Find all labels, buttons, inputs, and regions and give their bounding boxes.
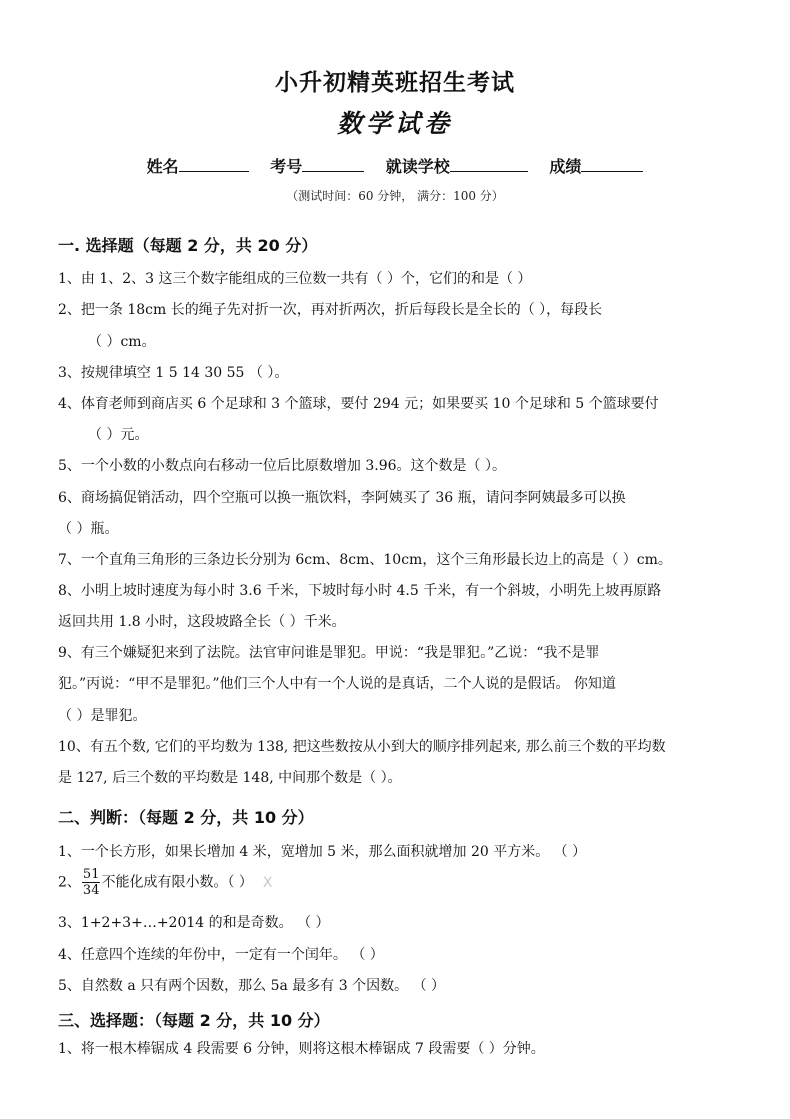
school-blank[interactable] [450, 157, 528, 172]
question-line: 2、把一条 18cm 长的绳子先对折一次，再对折两次，折后每段长是全长的（ ），每段长 [58, 302, 603, 318]
question-line: 是 127, 后三个数的平均数是 148, 中间那个数是（ ）。 [58, 770, 402, 786]
question-line: 3、按规律填空 1 5 14 30 55 （ ）。 [58, 365, 289, 381]
school-label: 就读学校 [385, 157, 450, 176]
exam-title: 小升初精英班招生考试 [275, 70, 515, 96]
judge-question-5: 5、自然数 a 只有两个因数，那么 5a 最多有 3 个因数。 （ ） [58, 978, 446, 994]
question-line: 8、小明上坡时速度为每小时 3.6 千米，下坡时每小时 4.5 千米，有一个斜坡，小明先上坡再原路 [58, 583, 662, 599]
judge-question-3: 3、1+2+3+…+2014 的和是奇数。 （ ） [58, 915, 330, 931]
judge-question-1: 1、一个长方形，如果长增加 4 米，宽增加 5 米，那么面积就增加 20 平方米。 （ ） [58, 844, 587, 860]
judge-question-2-text: 不能化成有限小数。（ ） [101, 874, 253, 891]
name-blank[interactable] [179, 157, 249, 172]
x-mark: X [262, 874, 273, 891]
question-line: 返回共用 1.8 小时，这段坡路全长（ ）千米。 [58, 614, 346, 630]
question-line: 9、有三个嫌疑犯来到了法院。法官审问谁是罪犯。甲说：“我是罪犯。”乙说：“我不是罪 [58, 645, 600, 661]
question-line: （ ）瓶。 [58, 521, 119, 537]
question-line: 犯。”丙说：“甲不是罪犯。”他们三个人中有一个人说的是真话，二个人说的是假话。 你知道 [58, 676, 616, 692]
section-3-heading: 三、选择题：（每题 2 分，共 10 分） [58, 1011, 330, 1030]
question-line: 10、有五个数, 它们的平均数为 138, 把这些数按从小到大的顺序排列起来, 那么前三个数的平均数 [58, 739, 666, 755]
exam-subtitle: 数学试卷 [336, 109, 453, 138]
question-line: （ ）元。 [88, 427, 149, 443]
name-label: 姓名 [146, 157, 179, 176]
question-line: 4、体育老师到商店买 6 个足球和 3 个篮球，要付 294 元；如果要买 10 个足球和 5 个篮球要付 [58, 396, 659, 412]
exam-number-label: 考号 [270, 157, 303, 176]
question-line: （ ）cm。 [88, 334, 156, 350]
question-line: （ ）是罪犯。 [58, 708, 147, 724]
fraction-denominator: 34 [82, 883, 100, 898]
name-field [147, 154, 249, 177]
student-info-row [0, 154, 790, 177]
section-1-heading: 一. 选择题（每题 2 分，共 20 分） [58, 236, 318, 255]
judge-question-4: 4、任意四个连续的年份中，一定有一个闰年。 （ ） [58, 947, 384, 963]
score-field [549, 154, 643, 177]
fraction [82, 867, 101, 898]
exam-time-note: （测试时间：60 分钟， 满分：100 分） [286, 189, 504, 203]
judge-question-2-prefix: 2、 [58, 874, 81, 891]
exam-number-field [270, 154, 364, 177]
fraction-numerator: 51 [82, 867, 100, 882]
choice-question-1: 1、将一根木棒锯成 4 段需要 6 分钟，则将这根木棒锯成 7 段需要（ ）分钟。 [58, 1041, 545, 1057]
question-line: 1、由 1、2、3 这三个数字能组成的三位数一共有（ ）个，它们的和是（ ） [58, 271, 532, 287]
score-blank[interactable] [581, 157, 643, 172]
section-2-heading: 二、判断：（每题 2 分，共 10 分） [58, 808, 314, 827]
question-line: 7、一个直角三角形的三条边长分别为 6cm、8cm、10cm，这个三角形最长边上的高是（ ）cm。 [58, 552, 672, 568]
score-label: 成绩 [549, 157, 582, 176]
exam-number-blank[interactable] [302, 157, 364, 172]
question-line: 6、商场搞促销活动，四个空瓶可以换一瓶饮料，李阿姨买了 36 瓶，请问李阿姨最多可以换 [58, 490, 626, 506]
judge-question-2 [58, 867, 273, 898]
question-line: 5、一个小数的小数点向右移动一位后比原数增加 3.96。这个数是（ ）。 [58, 458, 506, 474]
school-field [386, 154, 528, 177]
